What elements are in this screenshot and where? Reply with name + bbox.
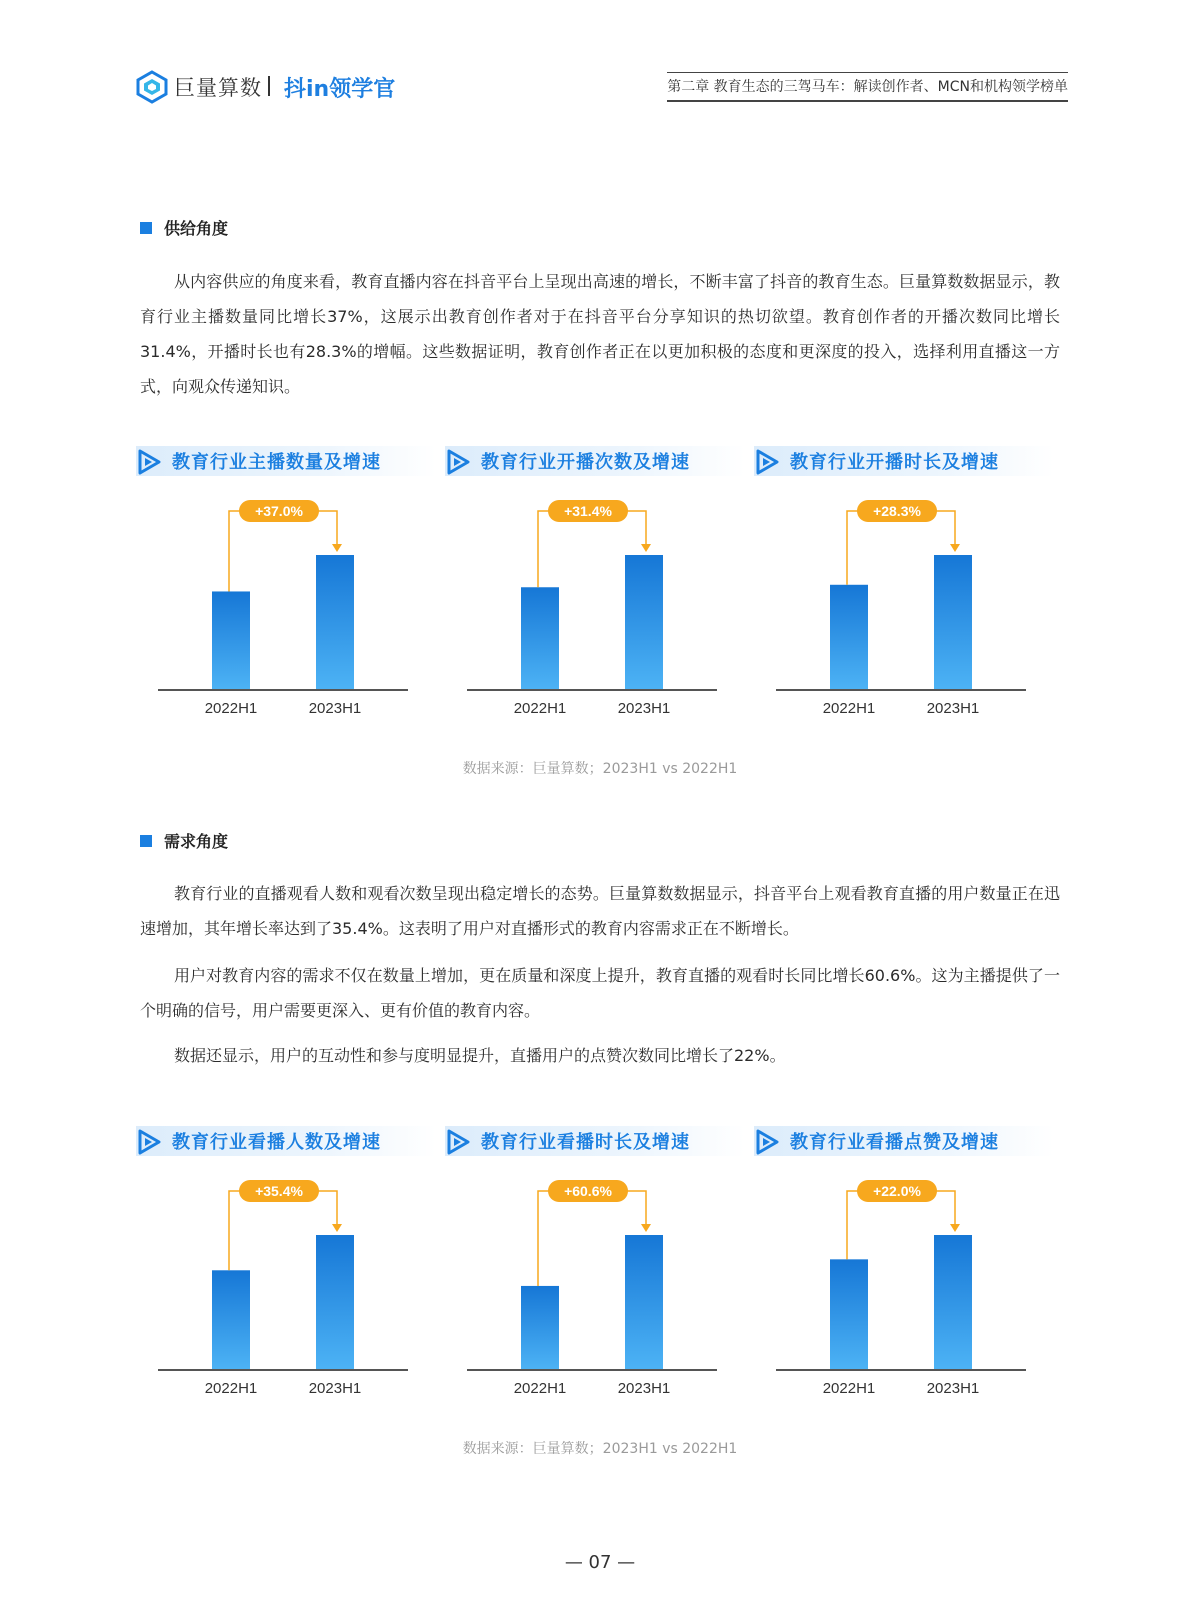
bar (830, 585, 868, 690)
x-tick-label: 2023H1 (308, 700, 362, 717)
play-triangle-icon (754, 449, 780, 475)
bar (521, 587, 559, 690)
demand-paragraph-3: 数据还显示，用户的互动性和参与度明显提升，直播用户的点赞次数同比增长了22%。 (174, 1046, 786, 1065)
section-square-icon (140, 222, 152, 234)
page-header (0, 0, 1200, 130)
chart-panel (136, 446, 436, 736)
growth-label: +22.0% (873, 1183, 921, 1199)
x-tick-label: 2023H1 (617, 1380, 671, 1397)
growth-label: +31.4% (564, 503, 612, 519)
growth-arrow-icon (332, 1224, 342, 1232)
section-title-demand (140, 829, 228, 852)
bar-chart (754, 1166, 1054, 1416)
bar-chart (445, 486, 745, 736)
bar (212, 591, 250, 690)
bar (934, 555, 972, 690)
chart-panel (445, 446, 745, 736)
play-triangle-icon (136, 1129, 162, 1155)
chart-title: 教育行业看播人数及增速 (172, 1132, 381, 1153)
bar-chart (754, 486, 1054, 736)
growth-arrow-icon (641, 1224, 651, 1232)
brand-logo (136, 70, 262, 104)
bar (830, 1259, 868, 1370)
chart-header (445, 1126, 745, 1156)
page-number: — 07 — (564, 1552, 636, 1573)
chart-title: 教育行业看播点赞及增速 (790, 1132, 999, 1153)
demand-paragraph-1: 教育行业的直播观看人数和观看次数呈现出稳定增长的态势。巨量算数数据显示，抖音平台上观看教育直播的用户数量正在迅速增加，其年增长率达到了35.4%。这表明了用户对直播形式的教育内容需求正在不断增长。 (140, 884, 1060, 938)
play-triangle-icon (445, 449, 471, 475)
play-triangle-icon (754, 1129, 780, 1155)
bar-chart (445, 1166, 745, 1416)
demand-paragraph-2: 用户对教育内容的需求不仅在数量上增加，更在质量和深度上提升，教育直播的观看时长同比增长60.6%。这为主播提供了一个明确的信号，用户需要更深入、更有价值的教育内容。 (140, 966, 1060, 1020)
play-triangle-icon (445, 1129, 471, 1155)
chart-title: 教育行业开播次数及增速 (481, 452, 690, 473)
growth-label: +37.0% (255, 503, 303, 519)
bar (316, 1235, 354, 1370)
section-title-text: 需求角度 (164, 832, 229, 851)
play-triangle-icon (136, 449, 162, 475)
growth-label: +35.4% (255, 1183, 303, 1199)
chart-header (754, 1126, 1054, 1156)
bar (212, 1270, 250, 1370)
partner-logo-text: 抖in领学官 (284, 77, 396, 102)
growth-arrow-icon (641, 544, 651, 552)
x-tick-label: 2022H1 (513, 700, 567, 717)
chart-title: 教育行业看播时长及增速 (481, 1132, 690, 1153)
growth-arrow-icon (950, 544, 960, 552)
brand-logo-text: 巨量算数 (174, 76, 262, 100)
bar-chart (136, 486, 436, 736)
bar (316, 555, 354, 690)
section-title-supply (140, 216, 228, 239)
growth-arrow-icon (950, 1224, 960, 1232)
x-tick-label: 2022H1 (204, 700, 258, 717)
x-tick-label: 2023H1 (617, 700, 671, 717)
x-tick-label: 2023H1 (926, 1380, 980, 1397)
supply-paragraph: 从内容供应的角度来看，教育直播内容在抖音平台上呈现出高速的增长，不断丰富了抖音的教育生态。巨量算数数据显示，教育行业主播数量同比增长37%，这展示出教育创作者对于在抖音平台分享知识的热切欲望。教育创作者的开播次数同比增长31.4%，开播时长也有28.3%的增幅。这些数据证明，教育创作者正在以更加积极的态度和更深度的投入，选择利用直播这一方式，向观众传递知识。 (140, 272, 1060, 396)
chart-header (136, 1126, 436, 1156)
brand-logo-icon (136, 70, 168, 104)
data-source-note: 数据来源：巨量算数；2023H1 vs 2022H1 (462, 1441, 738, 1457)
chart-panel (136, 1126, 436, 1416)
chart-panel (445, 1126, 745, 1416)
bar (521, 1286, 559, 1370)
x-tick-label: 2022H1 (204, 1380, 258, 1397)
x-tick-label: 2022H1 (822, 700, 876, 717)
section-square-icon (140, 835, 152, 847)
section-title-text: 供给角度 (164, 219, 229, 238)
growth-label: +28.3% (873, 503, 921, 519)
bar (625, 555, 663, 690)
chart-header (445, 446, 745, 476)
growth-label: +60.6% (564, 1183, 612, 1199)
logo-separator (268, 76, 270, 96)
x-tick-label: 2022H1 (513, 1380, 567, 1397)
chart-title: 教育行业开播时长及增速 (790, 452, 999, 473)
chart-header (754, 446, 1054, 476)
growth-arrow-icon (332, 544, 342, 552)
bar (934, 1235, 972, 1370)
chart-panel (754, 446, 1054, 736)
bar-chart (136, 1166, 436, 1416)
chapter-title: 第二章 教育生态的三驾马车：解读创作者、MCN和机构领学榜单 (667, 76, 1068, 102)
bar (625, 1235, 663, 1370)
chart-title: 教育行业主播数量及增速 (172, 452, 381, 473)
data-source-note: 数据来源：巨量算数；2023H1 vs 2022H1 (462, 761, 738, 777)
x-tick-label: 2023H1 (926, 700, 980, 717)
chart-panel (754, 1126, 1054, 1416)
x-tick-label: 2022H1 (822, 1380, 876, 1397)
x-tick-label: 2023H1 (308, 1380, 362, 1397)
chart-header (136, 446, 436, 476)
